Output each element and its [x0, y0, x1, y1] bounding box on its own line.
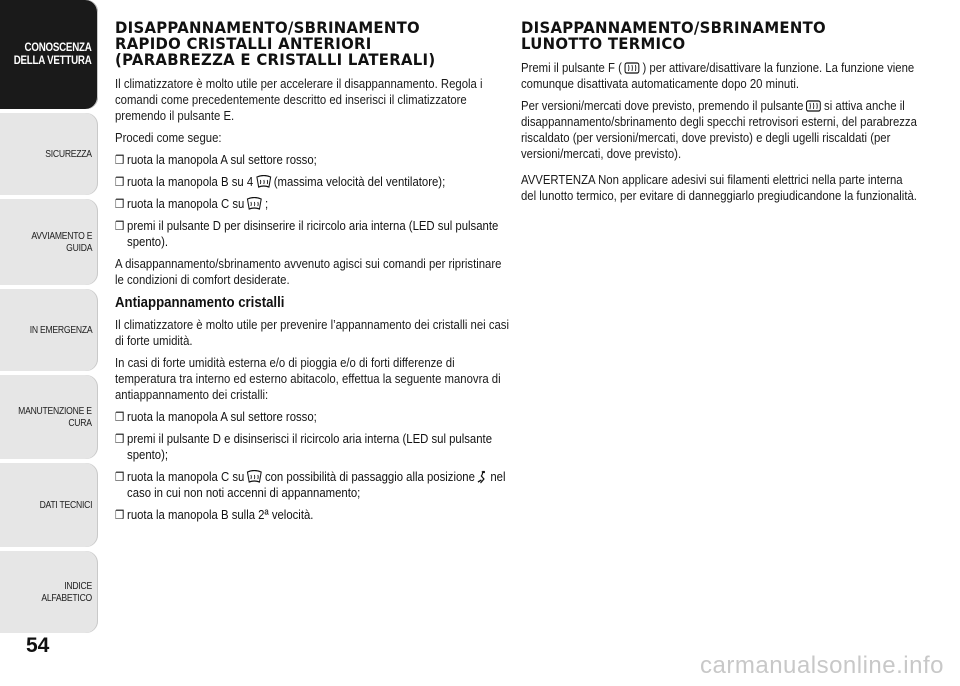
list-item: ❒ ruota la manopola C su con possibilità di passaggio alla posizione nel caso in cui non noti accenni di appannamento;	[115, 469, 506, 500]
bullet-icon: ❒	[115, 153, 125, 167]
paragraph: In casi di forte umidità esterna e/o di pioggia e/o di forti differenze di temperatura tra interno ed esterno abitacolo, effettua la seguente manovra di antiappannamento dei cristalli:	[115, 355, 501, 402]
tab-label: IN EMERGENZA	[29, 324, 92, 336]
list-item: ❒ premi il pulsante D per disinserire il ricircolo aria interna (LED sul pulsante spento).	[115, 218, 499, 249]
bullet-icon: ❒	[115, 197, 125, 211]
page-number: 54	[26, 634, 50, 657]
tab-sicurezza[interactable]	[0, 113, 98, 195]
list-item: ❒ ruota la manopola B sulla 2ª velocità.	[115, 507, 314, 522]
left-column	[115, 20, 510, 529]
windshield-feet-icon	[477, 470, 489, 484]
list-item: ❒ ruota la manopola C su ;	[115, 196, 269, 211]
tab-conoscenza[interactable]	[0, 0, 98, 109]
tab-dati-tecnici[interactable]	[0, 463, 98, 547]
tab-manutenzione[interactable]	[0, 375, 98, 459]
tab-label: SICUREZZA	[45, 148, 92, 160]
bullet-icon: ❒	[115, 410, 125, 424]
title-line: DISAPPANNAMENTO/SBRINAMENTO	[115, 18, 420, 37]
bullet-icon: ❒	[115, 175, 125, 189]
title-line: (PARABREZZA E CRISTALLI LATERALI)	[115, 50, 436, 69]
section-title	[521, 20, 893, 52]
tab-indice[interactable]	[0, 551, 98, 633]
paragraph: Procedi come segue:	[115, 130, 222, 145]
windshield-defrost-icon	[255, 175, 272, 189]
rear-window-defrost-icon	[805, 99, 822, 113]
tab-label: INDICE ALFABETICO	[41, 580, 92, 604]
paragraph: Per versioni/mercati dove previsto, premendo il pulsante si attiva anche il disappannamento/sbrinamento degli specchi retrovisori esterni, del parabrezza riscaldato (per versioni/mercati, dove previsto) e degli ugelli riscaldati (per versioni/mercati, dove previsto).	[521, 98, 917, 161]
rear-window-defrost-icon	[624, 61, 641, 75]
right-column	[521, 20, 921, 210]
list-item: ❒ ruota la manopola A sul settore rosso;	[115, 409, 317, 424]
paragraph: A disappannamento/sbrinamento avvenuto agisci sui comandi per ripristinare le condizioni di comfort desiderate.	[115, 256, 502, 287]
windshield-defrost-icon	[246, 470, 263, 484]
list-item: ❒ ruota la manopola B su 4 (massima velocità del ventilatore);	[115, 174, 446, 189]
tab-avviamento[interactable]	[0, 199, 98, 285]
paragraph: Premi il pulsante F ( ) per attivare/disattivare la funzione. La funzione viene comunque disattivata automaticamente dopo 20 minuti.	[521, 60, 915, 91]
tab-label: DATI TECNICI	[39, 499, 92, 511]
title-line: DISAPPANNAMENTO/SBRINAMENTO	[521, 18, 826, 37]
paragraph: Il climatizzatore è molto utile per prevenire l’appannamento dei cristalli nei casi di forte umidità.	[115, 317, 509, 348]
windshield-defrost-icon	[246, 197, 263, 211]
bullet-icon: ❒	[115, 470, 125, 484]
list-item: ❒ premi il pulsante D e disinserisci il ricircolo aria interna (LED sul pulsante spento);	[115, 431, 493, 462]
watermark: carmanualsonline.info	[700, 652, 944, 679]
list-item: ❒ ruota la manopola A sul settore rosso;	[115, 152, 317, 167]
section-title	[115, 20, 482, 68]
title-line: RAPIDO CRISTALLI ANTERIORI	[115, 34, 372, 53]
warning-paragraph: AVVERTENZA Non applicare adesivi sui filamenti elettrici nella parte interna del lunotto termico, per evitare di danneggiarlo pregiudicandone la funzionalità.	[521, 172, 917, 203]
tab-label: CONOSCENZA DELLA VETTURA	[14, 41, 92, 67]
bullet-icon: ❒	[115, 219, 125, 233]
title-line: LUNOTTO TERMICO	[521, 34, 686, 53]
paragraph: Il climatizzatore è molto utile per accelerare il disappannamento. Regola i comandi come precedentemente descritto ed inserisci il climatizzatore premendo il pulsante E.	[115, 76, 483, 123]
tab-label: MANUTENZIONE E CURA	[18, 405, 92, 429]
subsection-title: Antiappannamento cristalli	[115, 294, 285, 311]
tab-emergenza[interactable]	[0, 289, 98, 371]
tab-label: AVVIAMENTO E GUIDA	[31, 230, 92, 254]
bullet-icon: ❒	[115, 432, 125, 446]
bullet-icon: ❒	[115, 508, 125, 522]
